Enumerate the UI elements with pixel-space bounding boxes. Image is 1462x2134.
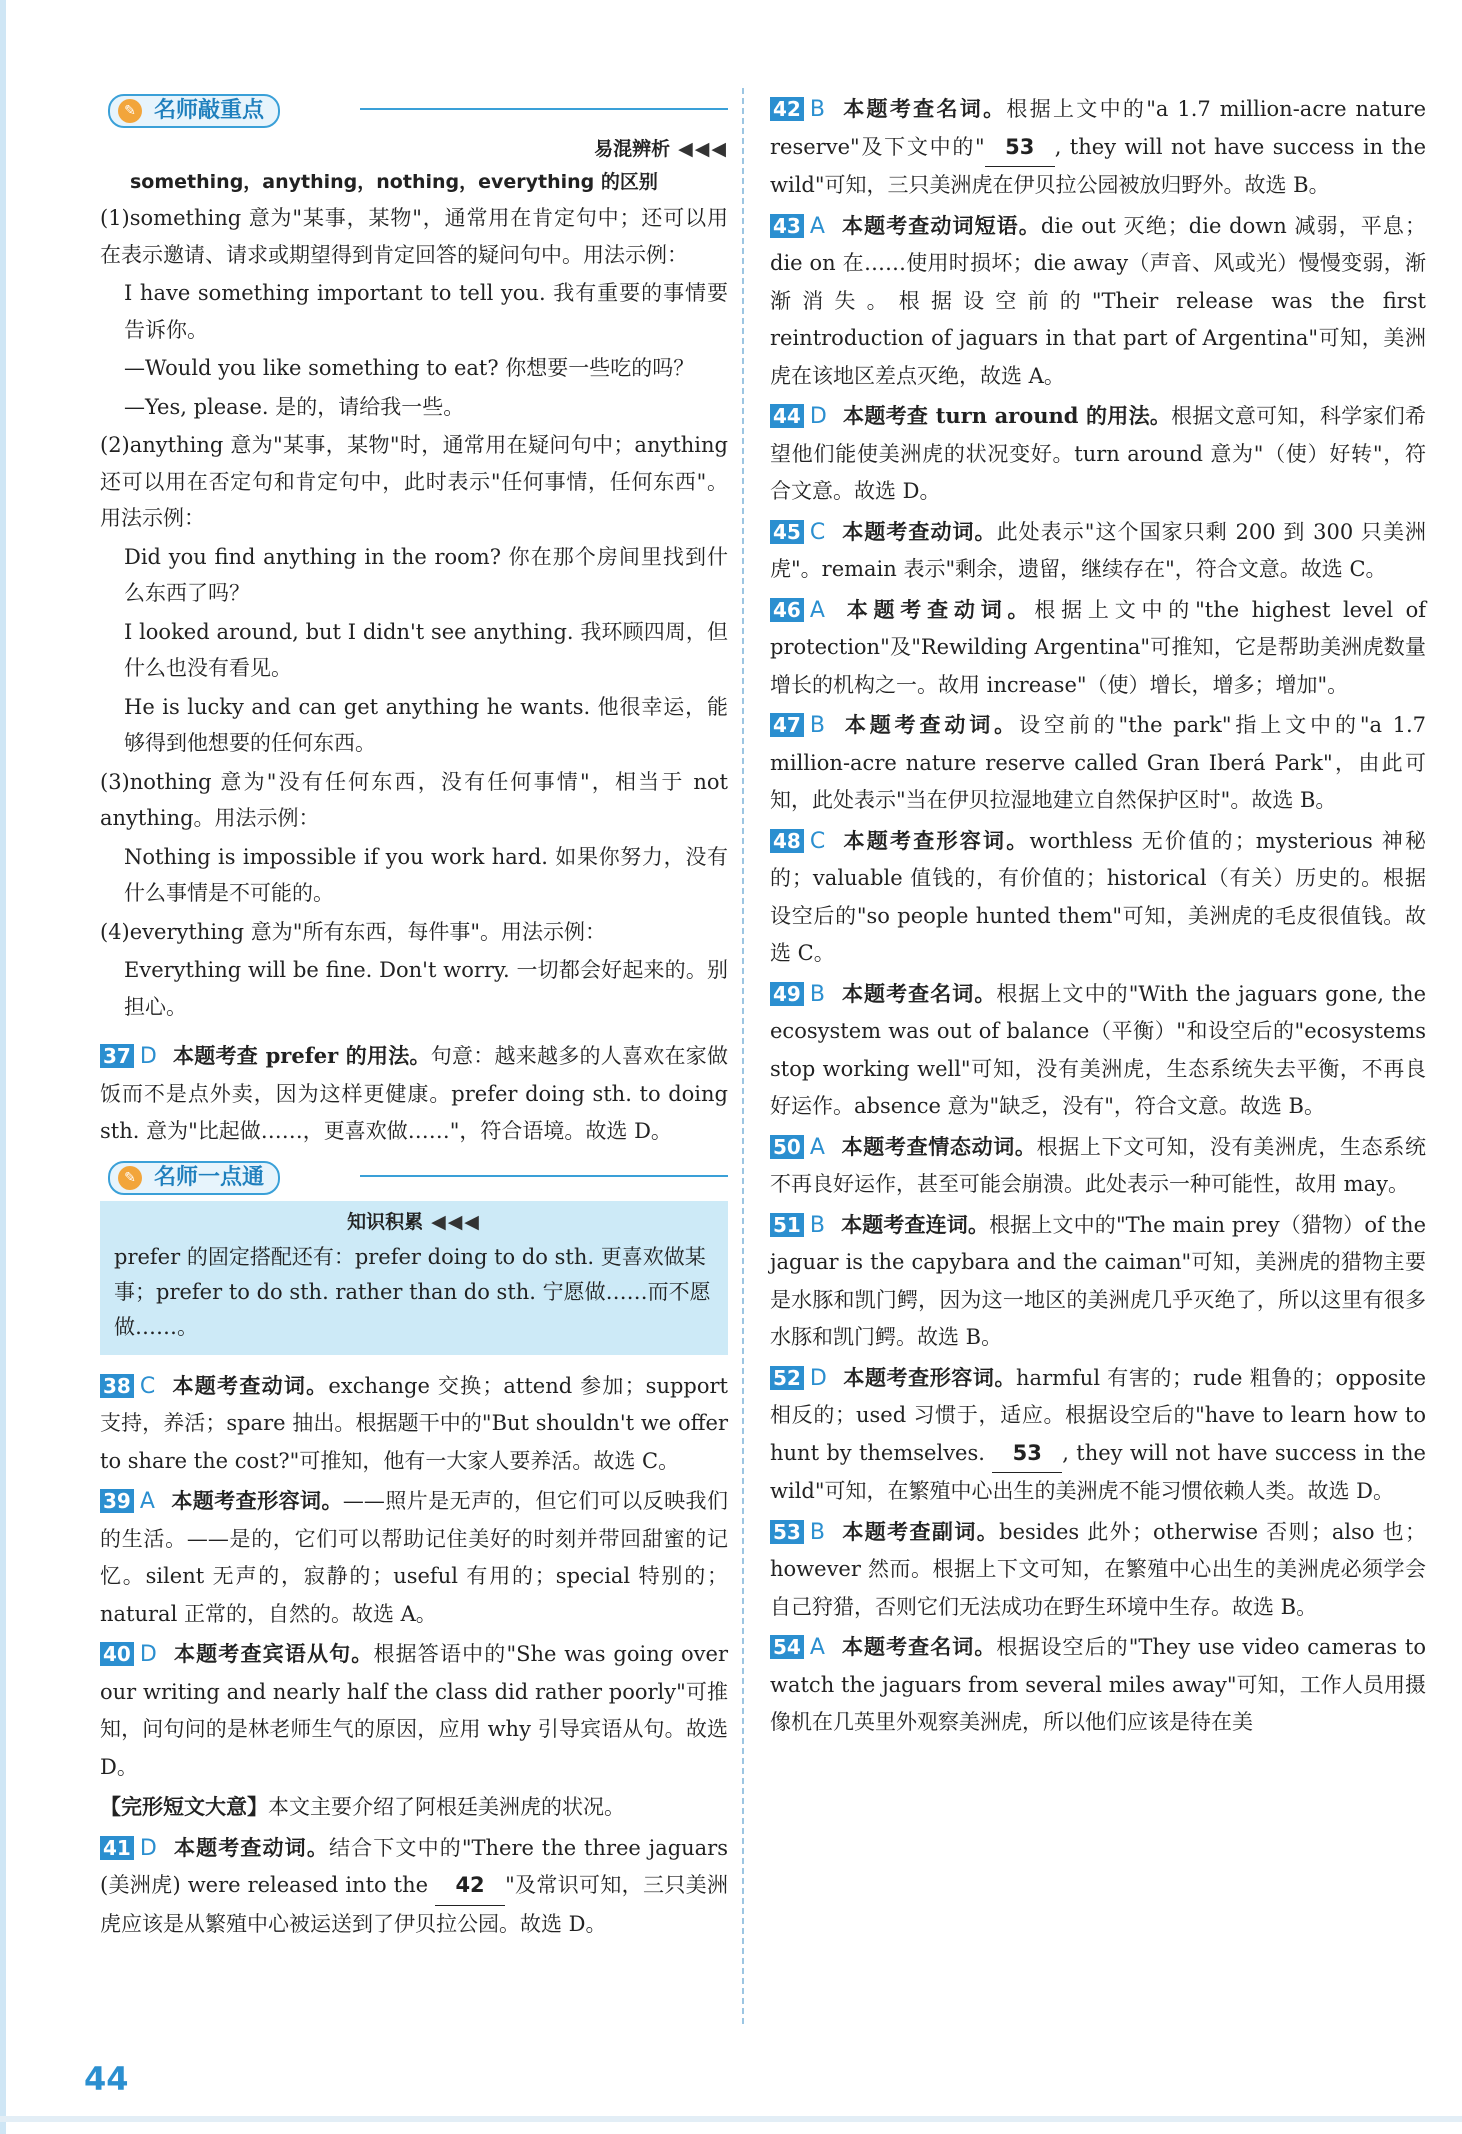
answer-lead: 本题考查名词。 [840, 1634, 997, 1659]
answer-text: 根据上下文可知，没有美洲虎，生态系统不再良好运作，甚至可能会崩溃。此处表示一种可能性，故用 may。 [770, 1134, 1427, 1196]
question-number: 51 [770, 1213, 804, 1237]
answer-letter: B [809, 713, 825, 738]
answer-text: besides 此外；otherwise 否则；also 也；however 然而。根据上下文可知，在繁殖中心出生的美洲虎必须学会自己狩猎，否则它们无法成功在野生环境中生存。故选 B。 [770, 1519, 1426, 1619]
answer-lead: 本题考查名词。 [840, 980, 997, 1006]
left-edge-bar [0, 0, 6, 2134]
answer-52 [770, 1359, 1426, 1511]
question-number: 48 [770, 829, 804, 853]
answer-text: 根据上文中的"The main prey（猎物）of the jaguar is the capybara and the caiman"可知，美洲虎的猎物主要是水豚和凯门鳄，因为这一地区的美洲虎几乎灭绝了，所以这里有很多水豚和凯门鳄。故选 B。 [770, 1212, 1427, 1349]
answer-lead: 本题考查形容词。 [842, 1364, 1017, 1390]
section-text: 本文主要介绍了阿根廷美洲虎的状况。 [268, 1795, 625, 1819]
answer-letter: A [139, 1489, 155, 1514]
usage-line-2: I have something important to tell you. 我有重要的事情要告诉你。 [124, 281, 728, 342]
answer-40 [100, 1635, 728, 1786]
answer-lead: 本题考查形容词。 [841, 827, 1030, 853]
usage-line-5: (2)anything 意为"某事，某物"时，通常用在疑问句中；anything 还可以用在否定句和肯定句中，此时表示"任何事情，任何东西"。用法示例： [100, 433, 728, 530]
usage-line-10: Nothing is impossible if you work hard. 如果你努力，没有什么事情是不可能的。 [124, 844, 728, 905]
answer-letter: C [809, 828, 826, 854]
answer-39 [100, 1482, 728, 1633]
teacher-tip-tag [108, 94, 280, 128]
arrows-icon: ◀◀◀ [678, 138, 728, 160]
teacher-note-header [100, 1157, 728, 1195]
question-number: 53 [770, 1520, 804, 1544]
knowledge-text: prefer 的固定搭配还有：prefer doing to do sth. 更喜欢做某事；prefer to do sth. rather than do sth. 宁愿做……而不愿做……。 [114, 1244, 711, 1339]
answer-lead: 本题考查连词。 [840, 1211, 990, 1237]
question-number: 37 [100, 1044, 134, 1068]
knowledge-box [100, 1201, 728, 1355]
question-number: 49 [770, 982, 804, 1006]
answer-41 [100, 1829, 728, 1944]
answer-letter: D [809, 404, 827, 429]
answer-letter: C [809, 519, 826, 545]
knowledge-label [114, 1207, 714, 1234]
usage-line-8: He is lucky and can get anything he wants. 他很幸运，能够得到他想要的任何东西。 [124, 694, 728, 755]
answer-text: die out 灭绝；die down 减弱，平息；die on 在……使用时损坏；die away（声音、风或光）慢慢变弱，渐渐消失。根据设空前的"Their release was the first reintroduction of jaguars in that part of Argentina"可知，美洲虎在该地区差点灭绝，故选 A。 [770, 213, 1426, 388]
answer-48 [770, 822, 1426, 973]
answer-text: 根据设空后的"They use video cameras to watch the jaguars from several miles away"可知，工作人员用摄像机在几英里外观察美洲虎，所以他们应该是待在美 [770, 1635, 1427, 1734]
usage-line-12: Everything will be fine. Don't worry. 一切都会好起来的。别担心。 [124, 958, 728, 1019]
bottom-rule [0, 2116, 1462, 2122]
answer-letter: D [139, 1044, 157, 1069]
answer-lead: 本题考查动词。 [840, 712, 1020, 737]
answer-letter: D [139, 1642, 157, 1667]
answer-50 [770, 1128, 1426, 1204]
answer-text: 根据上文中的"a 1.7 million-acre nature reserve"及下文中的" [770, 97, 1427, 159]
column-divider [742, 88, 744, 2024]
answer-45 [770, 513, 1426, 589]
passage-summary [100, 1788, 728, 1827]
right-column [770, 90, 1426, 1744]
answer-text-cont: , they will not have success in the wild"可知，在繁殖中心出生的美洲虎不能习惯依赖人类。故选 D。 [770, 1440, 1426, 1503]
question-number: 45 [770, 520, 804, 544]
answer-37 [100, 1037, 728, 1151]
teacher-tip-header [100, 90, 728, 128]
blank-number: 42 [435, 1867, 505, 1906]
answer-text: 根据上文中的"the highest level of protection"及"Rewilding Argentina"可推知，它是帮助美洲虎数量增长的机构之一。故用 increase"（使）增长，增多；增加"。 [770, 597, 1427, 697]
question-number: 40 [100, 1642, 134, 1666]
question-number: 44 [770, 404, 804, 428]
usage-line-11: (4)everything 意为"所有东西，每件事"。用法示例： [100, 919, 607, 944]
answer-letter: A [809, 597, 825, 623]
answer-lead: 本题考查 turn around 的用法。 [842, 403, 1172, 428]
teacher-icon: ✎ [118, 99, 142, 123]
answer-text: 根据文意可知，科学家们希望他们能使美洲虎的状况变好。turn around 意为"（使）好转"，符合文意。故选 D。 [770, 404, 1426, 503]
answer-text-cont: , they will not have success in the wild"可知，三只美洲虎在伊贝拉公园被放归野外。故选 B。 [770, 134, 1426, 197]
answer-54 [770, 1628, 1426, 1742]
teacher-note-tag [108, 1161, 280, 1195]
answer-text: ——照片是无声的，但它们可以反映我们的生活。——是的，它们可以帮助记住美好的时刻并带回甜蜜的记忆。silent 无声的，寂静的；useful 有用的；special 特别的；natural 正常的，自然的。故选 A。 [100, 1489, 729, 1626]
left-column [100, 90, 728, 1945]
page-number: 44 [84, 2060, 129, 2098]
box-title: something，anything，nothing，everything 的区别 [130, 171, 658, 193]
answer-lead: 本题考查动词。 [171, 1372, 329, 1398]
arrows-icon: ◀◀◀ [431, 1210, 481, 1233]
teacher-note-label: 名师一点通 [154, 1164, 265, 1190]
answer-text: 根据答语中的"She was going over our writing and nearly half the class did rather poorly"可推知，问句问的是林老师生气的原因，应用 why 引导宾语从句。故选 D。 [100, 1642, 729, 1779]
answer-lead: 本题考查动词。 [172, 1834, 329, 1860]
question-number: 39 [100, 1489, 134, 1513]
blank-number: 53 [992, 1435, 1062, 1474]
answer-47 [770, 706, 1426, 820]
answer-letter: B [809, 1519, 825, 1545]
usage-line-4: —Yes, please. 是的，请给我一些。 [124, 394, 465, 419]
answer-lead: 本题考查名词。 [840, 96, 1007, 121]
usage-line-3: —Would you like something to eat? 你想要一些吃的吗？ [124, 356, 695, 380]
answer-43 [770, 207, 1426, 396]
answer-lead: 本题考查宾语从句。 [172, 1641, 374, 1666]
confusion-analysis-label [100, 134, 728, 161]
answer-letter: A [809, 1134, 825, 1160]
usage-line-7: I looked around, but I didn't see anything. 我环顾四周，但什么也没有看见。 [124, 619, 728, 680]
answer-lead: 本题考查动词短语。 [840, 212, 1041, 238]
usage-line-1: (1)something 意为"某事，某物"，通常用在肯定句中；还可以用在表示邀请、请求或期望得到肯定回答的疑问句中。用法示例： [100, 206, 728, 267]
answer-44 [770, 397, 1426, 511]
question-number: 38 [100, 1374, 134, 1398]
answer-lead: 本题考查 prefer 的用法。 [172, 1043, 431, 1068]
question-number: 41 [100, 1836, 134, 1860]
answer-42 [770, 90, 1426, 205]
answer-lead: 本题考查形容词。 [170, 1488, 343, 1513]
usage-line-9: (3)nothing 意为"没有任何东西，没有任何事情"，相当于 not anything。用法示例： [100, 769, 728, 830]
answer-text: worthless 无价值的；mysterious 神秘的；valuable 值钱的，有价值的；historical（有关）历史的。根据设空后的"so people hunted them"可知，美洲虎的毛皮很值钱。故选 C。 [770, 828, 1427, 965]
header-rule [360, 108, 728, 110]
blank-number: 53 [985, 129, 1055, 168]
usage-line-6: Did you find anything in the room? 你在那个房间里找到什么东西了吗？ [124, 544, 728, 605]
answer-lead: 本题考查副词。 [840, 1518, 1000, 1544]
question-number: 52 [770, 1366, 804, 1390]
answer-38 [100, 1367, 728, 1481]
answer-letter: B [809, 981, 825, 1007]
answer-letter: A [809, 213, 825, 239]
answer-text: exchange 交换；attend 参加；support 支持，养活；spare 抽出。根据题干中的"But shouldn't we offer to share the cost?"可推知，他有一大家人要养活。故选 C。 [100, 1373, 728, 1473]
answer-text: 根据上文中的"With the jaguars gone, the ecosystem was out of balance（平衡）"和设空后的"ecosystems stop working well"可知，没有美洲虎，生态系统失去平衡，不再良好运作。absence 意为"缺乏，没有"，符合文意。故选 B。 [770, 981, 1427, 1118]
question-number: 46 [770, 598, 804, 622]
question-number: 54 [770, 1635, 804, 1659]
answer-text: 句意：越来越多的人喜欢在家做饭而不是点外卖，因为这样更健康。prefer doing sth. to doing sth. 意为"比起做……，更喜欢做……"，符合语境。故选 D。 [100, 1044, 728, 1143]
answer-text: harmful 有害的；rude 粗鲁的；opposite 相反的；used 习惯于，适应。根据设空后的"have to learn how to hunt by themselves. [770, 1365, 1427, 1465]
answer-text-cont: "及常识可知，三只美洲虎应该是从繁殖中心被运送到了伊贝拉公园。故选 D。 [100, 1873, 728, 1936]
answer-51 [770, 1206, 1426, 1357]
answer-53 [770, 1513, 1426, 1627]
answer-text: 结合下文中的"There the three jaguars (美洲虎) were released into the [100, 1835, 729, 1897]
answer-text: 此处表示"这个国家只剩 200 到 300 只美洲虎"。remain 表示"剩余，遗留，继续存在"，符合文意。故选 C。 [770, 519, 1426, 581]
answer-49 [770, 975, 1426, 1126]
answer-letter: A [809, 1635, 825, 1660]
answer-letter: B [809, 1212, 825, 1238]
answer-letter: D [139, 1835, 157, 1861]
subtag-text: 易混辨析 [594, 138, 671, 160]
teacher-tip-label: 名师敲重点 [154, 98, 265, 123]
section-title: 【完形短文大意】 [100, 1794, 268, 1819]
answer-46 [770, 591, 1426, 705]
question-number: 43 [770, 214, 804, 238]
answer-letter: C [139, 1373, 156, 1399]
answer-text: 设空前的"the park"指上文中的"a 1.7 million-acre nature reserve called Gran Iberá Park"，由此可知，此处表示"当在伊贝拉湿地建立自然保护区时"。故选 B。 [770, 713, 1426, 812]
question-number: 50 [770, 1135, 804, 1159]
subtag-text: 知识积累 [347, 1210, 424, 1233]
teacher-icon: ✎ [118, 1166, 142, 1190]
answer-letter: B [809, 97, 825, 122]
answer-lead: 本题考查动词。 [840, 596, 1035, 622]
answer-lead: 本题考查情态动词。 [840, 1133, 1037, 1159]
header-rule [360, 1175, 728, 1177]
answer-letter: D [809, 1365, 827, 1391]
question-number: 47 [770, 713, 804, 737]
question-number: 42 [770, 97, 804, 121]
answer-lead: 本题考查动词。 [841, 518, 997, 544]
